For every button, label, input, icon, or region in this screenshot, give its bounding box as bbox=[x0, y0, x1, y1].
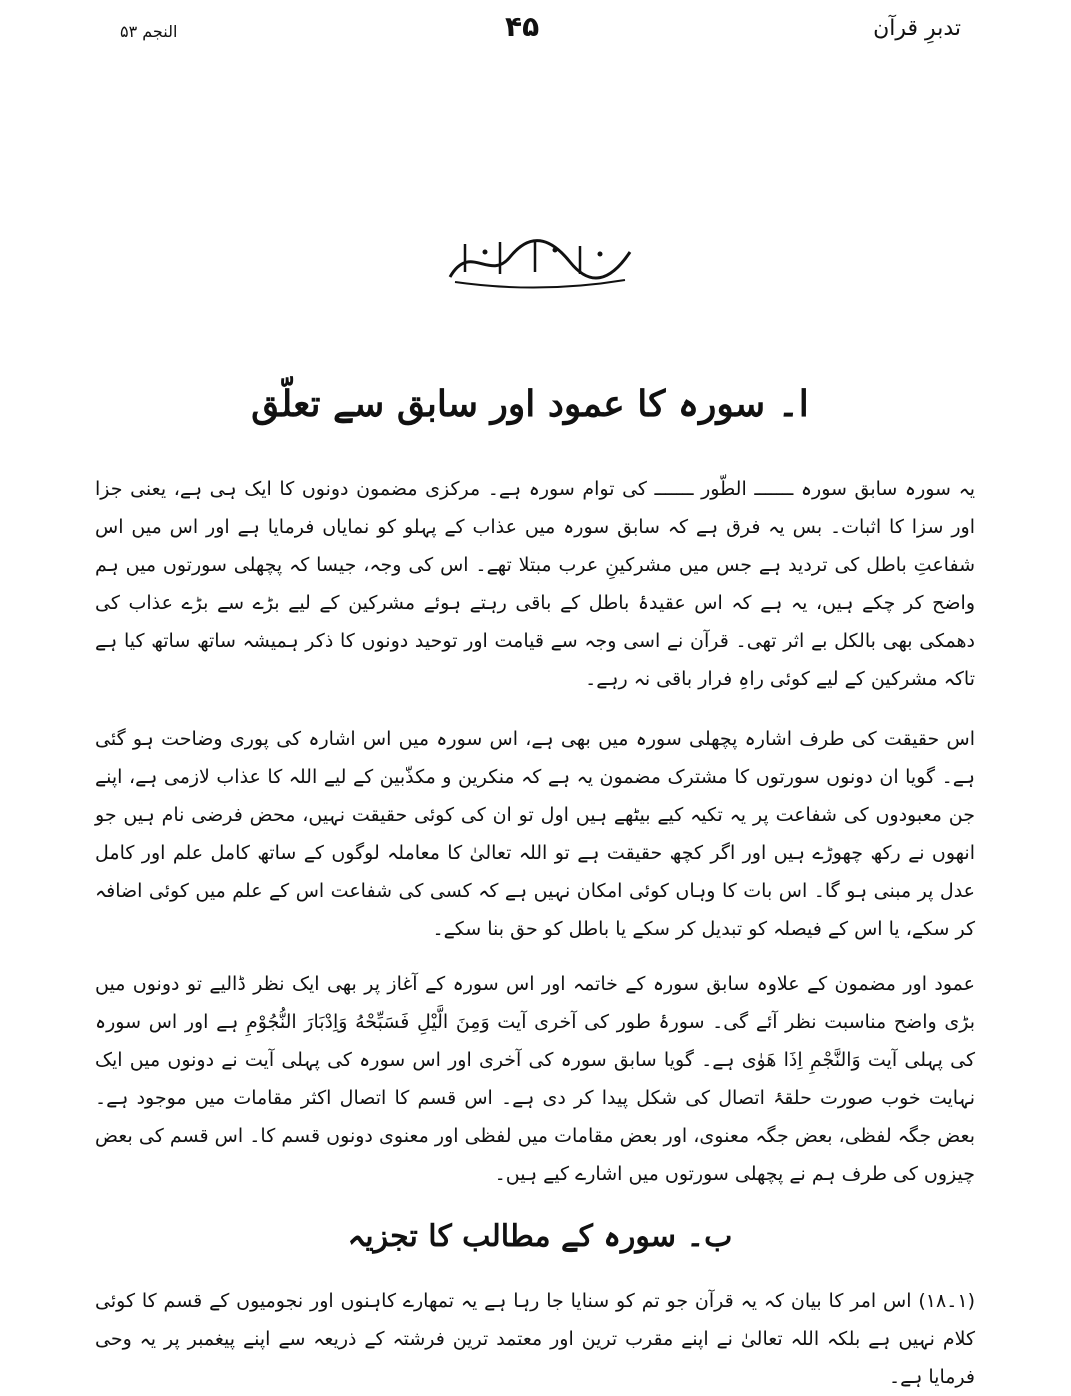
bismillah-calligraphy-icon bbox=[440, 232, 640, 292]
surah-reference: النجم ۵۳ bbox=[120, 22, 178, 41]
paragraph-2: اس حقیقت کی طرف اشارہ پچھلی سورہ میں بھی ہے، اس سورہ میں اس اشارہ کی پوری وضاحت ہو گئی ہے۔ گویا ان دونوں سورتوں کا مشترک مضمون یہ ہے کہ منکرین و مکذّبین کے لیے اللہ کا عذاب لازمی ہے، اپنے جن معبودوں کی شفاعت پر یہ تکیہ کیے بیٹھے ہیں اول تو ان کی کوئی حقیقت نہیں، محض فرضی نام ہیں جو انھوں نے رکھ چھوڑے ہیں اور اگر کچھ حقیقت ہے تو اللہ تعالیٰ کا معاملہ لوگوں کے ساتھ کامل علم اور کامل عدل پر مبنی ہو گا۔ اس بات کا وہاں کوئی امکان نہیں ہے کہ کسی کی شفاعت اس کے علم میں کوئی اضافہ کر سکے، یا اس کے فیصلہ کو تبدیل کر سکے یا باطل کو حق بنا سکے۔ bbox=[95, 728, 975, 940]
book-title: تدبرِ قرآن bbox=[873, 16, 961, 41]
page-header bbox=[0, 10, 1071, 50]
section-heading-1: ا۔ سورہ کا عمود اور سابق سے تعلّق bbox=[251, 383, 809, 425]
paragraph-4: (۱۔۱۸) اس امر کا بیان کہ یہ قرآن جو تم کو سنایا جا رہا ہے یہ تمھارے کاہنوں اور نجومیوں کے قسم کا کوئی کلام نہیں ہے بلکہ اللہ تعالیٰ نے اپنے مقرب ترین اور معتمد ترین فرشتہ کے ذریعہ سے اپنے پیغمبر پر یہ وحی فرمایا ہے۔ bbox=[95, 1290, 975, 1388]
page-number: ۴۵ bbox=[505, 10, 540, 43]
bismillah-calligraphy bbox=[440, 232, 640, 292]
paragraph-1: یہ سورہ سابق سورہ ـــــــ الطّور ـــــــ کی توام سورہ ہے۔ مرکزی مضمون دونوں کا ایک ہی ہے، یعنی جزا اور سزا کا اثبات۔ بس یہ فرق ہے کہ سابق سورہ میں عذاب کے پہلو کو نمایاں فرمایا ہے اور اس میں اس شفاعتِ باطل کی تردید ہے جس میں مشرکینِ عرب مبتلا تھے۔ اس کی وجہ، جیسا کہ پچھلی سورتوں میں ہم واضح کر چکے ہیں، یہ ہے کہ اس عقیدۂ باطل کے باقی رہتے ہوئے مشرکین کے لیے بڑے سے بڑے عذاب کی دھمکی بھی بالکل بے اثر تھی۔ قرآن نے اسی وجہ سے قیامت اور توحید دونوں کا ذکر ہمیشہ ساتھ ساتھ کیا ہے تاکہ مشرکین کے لیے کوئی راہِ فرار باقی نہ رہے۔ bbox=[95, 478, 975, 690]
paragraph-3: عمود اور مضمون کے علاوہ سابق سورہ کے خاتمہ اور اس سورہ کے آغاز پر بھی ایک نظر ڈالیے تو دونوں میں بڑی واضح مناسبت نظر آئے گی۔ سورۂ طور کی آخری آیت وَمِنَ الَّيْلِ فَسَبِّحْهُ وَاِدْبَارَ النُّجُوْمِ ہے اور اس سورہ کی پہلی آیت وَالنَّجْمِ اِذَا هَوٰى ہے۔ گویا سابق سورہ کی آخری اور اس سورہ کی پہلی آیت نے دونوں میں ایک نہایت خوب صورت حلقۂ اتصال کی شکل پیدا کر دی ہے۔ اس قسم کا اتصال اکثر مقامات میں موجود ہے۔ بعض جگہ لفظی، بعض جگہ معنوی، اور بعض مقامات میں لفظی اور معنوی دونوں قسم کا۔ اس قسم کی بعض چیزوں کی طرف ہم نے پچھلی سورتوں میں اشارے کیے ہیں۔ bbox=[95, 973, 975, 1185]
section-heading-2: ب۔ سورہ کے مطالب کا تجزیہ bbox=[347, 1219, 733, 1254]
